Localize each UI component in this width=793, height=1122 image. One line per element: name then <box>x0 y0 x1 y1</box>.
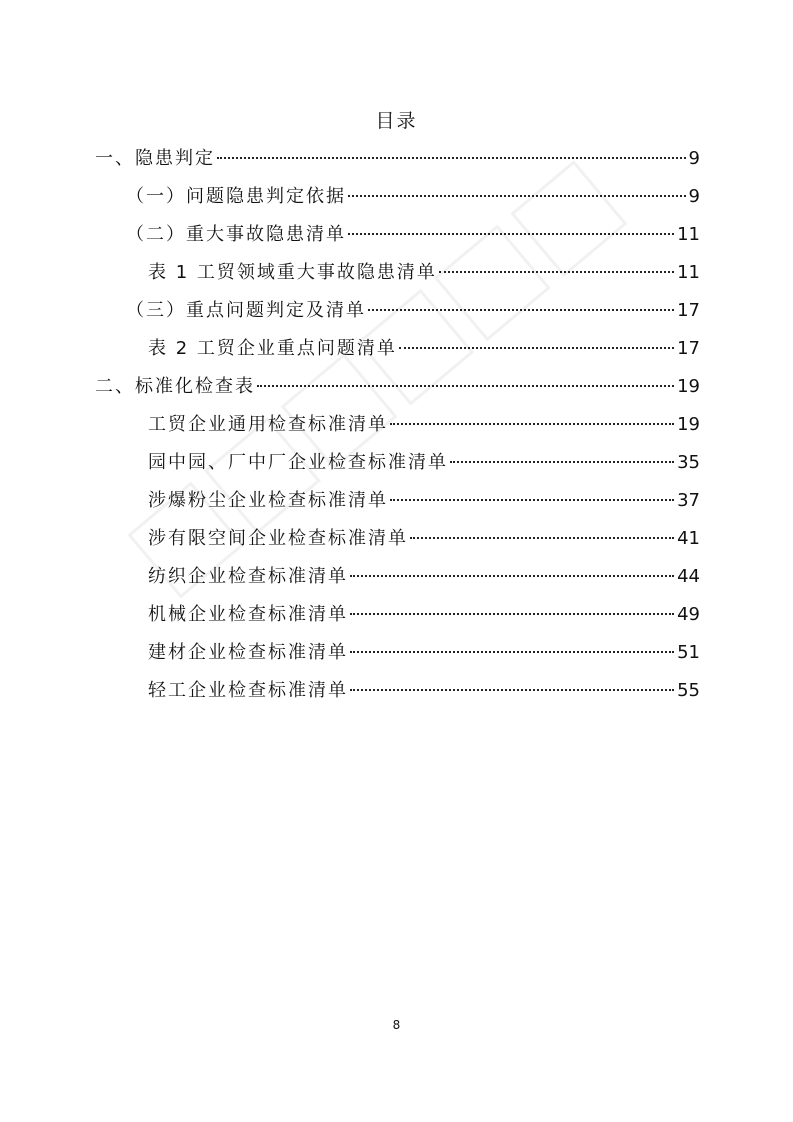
toc-leader-dots <box>368 309 674 311</box>
toc-leader-dots <box>439 271 674 273</box>
toc-leader-dots <box>350 575 674 577</box>
toc-entry[interactable] <box>95 144 700 176</box>
toc-leader-dots <box>348 195 686 197</box>
toc-leader-dots <box>450 461 674 463</box>
toc-leader-dots <box>350 651 674 653</box>
toc-entry-label: 纺织企业检查标准清单 <box>148 566 348 587</box>
toc-entry-label: 轻工企业检查标准清单 <box>148 680 348 701</box>
toc-entry[interactable] <box>148 258 700 290</box>
toc-entry[interactable] <box>148 600 700 632</box>
toc-leader-dots <box>390 423 674 425</box>
toc-entry-page: 51 <box>677 642 700 663</box>
toc-entry-label: 涉有限空间企业检查标准清单 <box>148 528 408 549</box>
toc-entry-page: 19 <box>677 376 700 397</box>
toc-entry-page: 11 <box>677 262 700 283</box>
toc-entry[interactable] <box>148 638 700 670</box>
toc-entry-page: 9 <box>688 148 700 169</box>
toc-entry-label: 园中园、厂中厂企业检查标准清单 <box>148 452 448 473</box>
toc-entry[interactable] <box>126 182 700 214</box>
toc-entry-page: 44 <box>677 566 700 587</box>
toc-entry-label: （三）重点问题判定及清单 <box>126 300 366 321</box>
toc-entry-page: 19 <box>677 414 700 435</box>
toc-entry-page: 9 <box>688 186 700 207</box>
toc-entry-label: 二、标准化检查表 <box>95 376 255 397</box>
toc-entry[interactable] <box>148 448 700 480</box>
toc-entry[interactable] <box>126 296 700 328</box>
toc-entry[interactable] <box>148 486 700 518</box>
toc-leader-dots <box>217 157 686 159</box>
toc-title: 目录 <box>375 110 418 132</box>
toc-entry-label: （二）重大事故隐患清单 <box>126 224 346 245</box>
toc-entry-label: 表 1 工贸领域重大事故隐患清单 <box>148 262 437 283</box>
toc-entry-label: 表 2 工贸企业重点问题清单 <box>148 338 397 359</box>
toc-entry-label: （一）问题隐患判定依据 <box>126 186 346 207</box>
toc-leader-dots <box>410 537 674 539</box>
toc-entry-page: 55 <box>677 680 700 701</box>
toc-entry-page: 37 <box>677 490 700 511</box>
toc-entry[interactable] <box>148 676 700 708</box>
toc-leader-dots <box>350 613 674 615</box>
toc-entry-page: 11 <box>677 224 700 245</box>
toc-entry-page: 17 <box>677 300 700 321</box>
toc-entry-page: 49 <box>677 604 700 625</box>
toc-leader-dots <box>350 689 674 691</box>
toc-entry[interactable] <box>126 220 700 252</box>
toc-entry[interactable] <box>148 334 700 366</box>
toc-entry-label: 工贸企业通用检查标准清单 <box>148 414 388 435</box>
toc-entry[interactable] <box>148 410 700 442</box>
page-number: 8 <box>392 1018 401 1032</box>
toc-entry-label: 涉爆粉尘企业检查标准清单 <box>148 490 388 511</box>
toc-entry[interactable] <box>148 562 700 594</box>
toc-entry-label: 机械企业检查标准清单 <box>148 604 348 625</box>
toc-entry[interactable] <box>95 372 700 404</box>
toc-leader-dots <box>390 499 674 501</box>
toc-leader-dots <box>348 233 674 235</box>
toc-entry-label: 建材企业检查标准清单 <box>148 642 348 663</box>
toc-entry-page: 35 <box>677 452 700 473</box>
toc-leader-dots <box>257 385 674 387</box>
toc-entry[interactable] <box>148 524 700 556</box>
toc-entry-label: 一、隐患判定 <box>95 148 215 169</box>
toc-leader-dots <box>399 347 674 349</box>
toc-entry-page: 41 <box>677 528 700 549</box>
toc-entry-page: 17 <box>677 338 700 359</box>
